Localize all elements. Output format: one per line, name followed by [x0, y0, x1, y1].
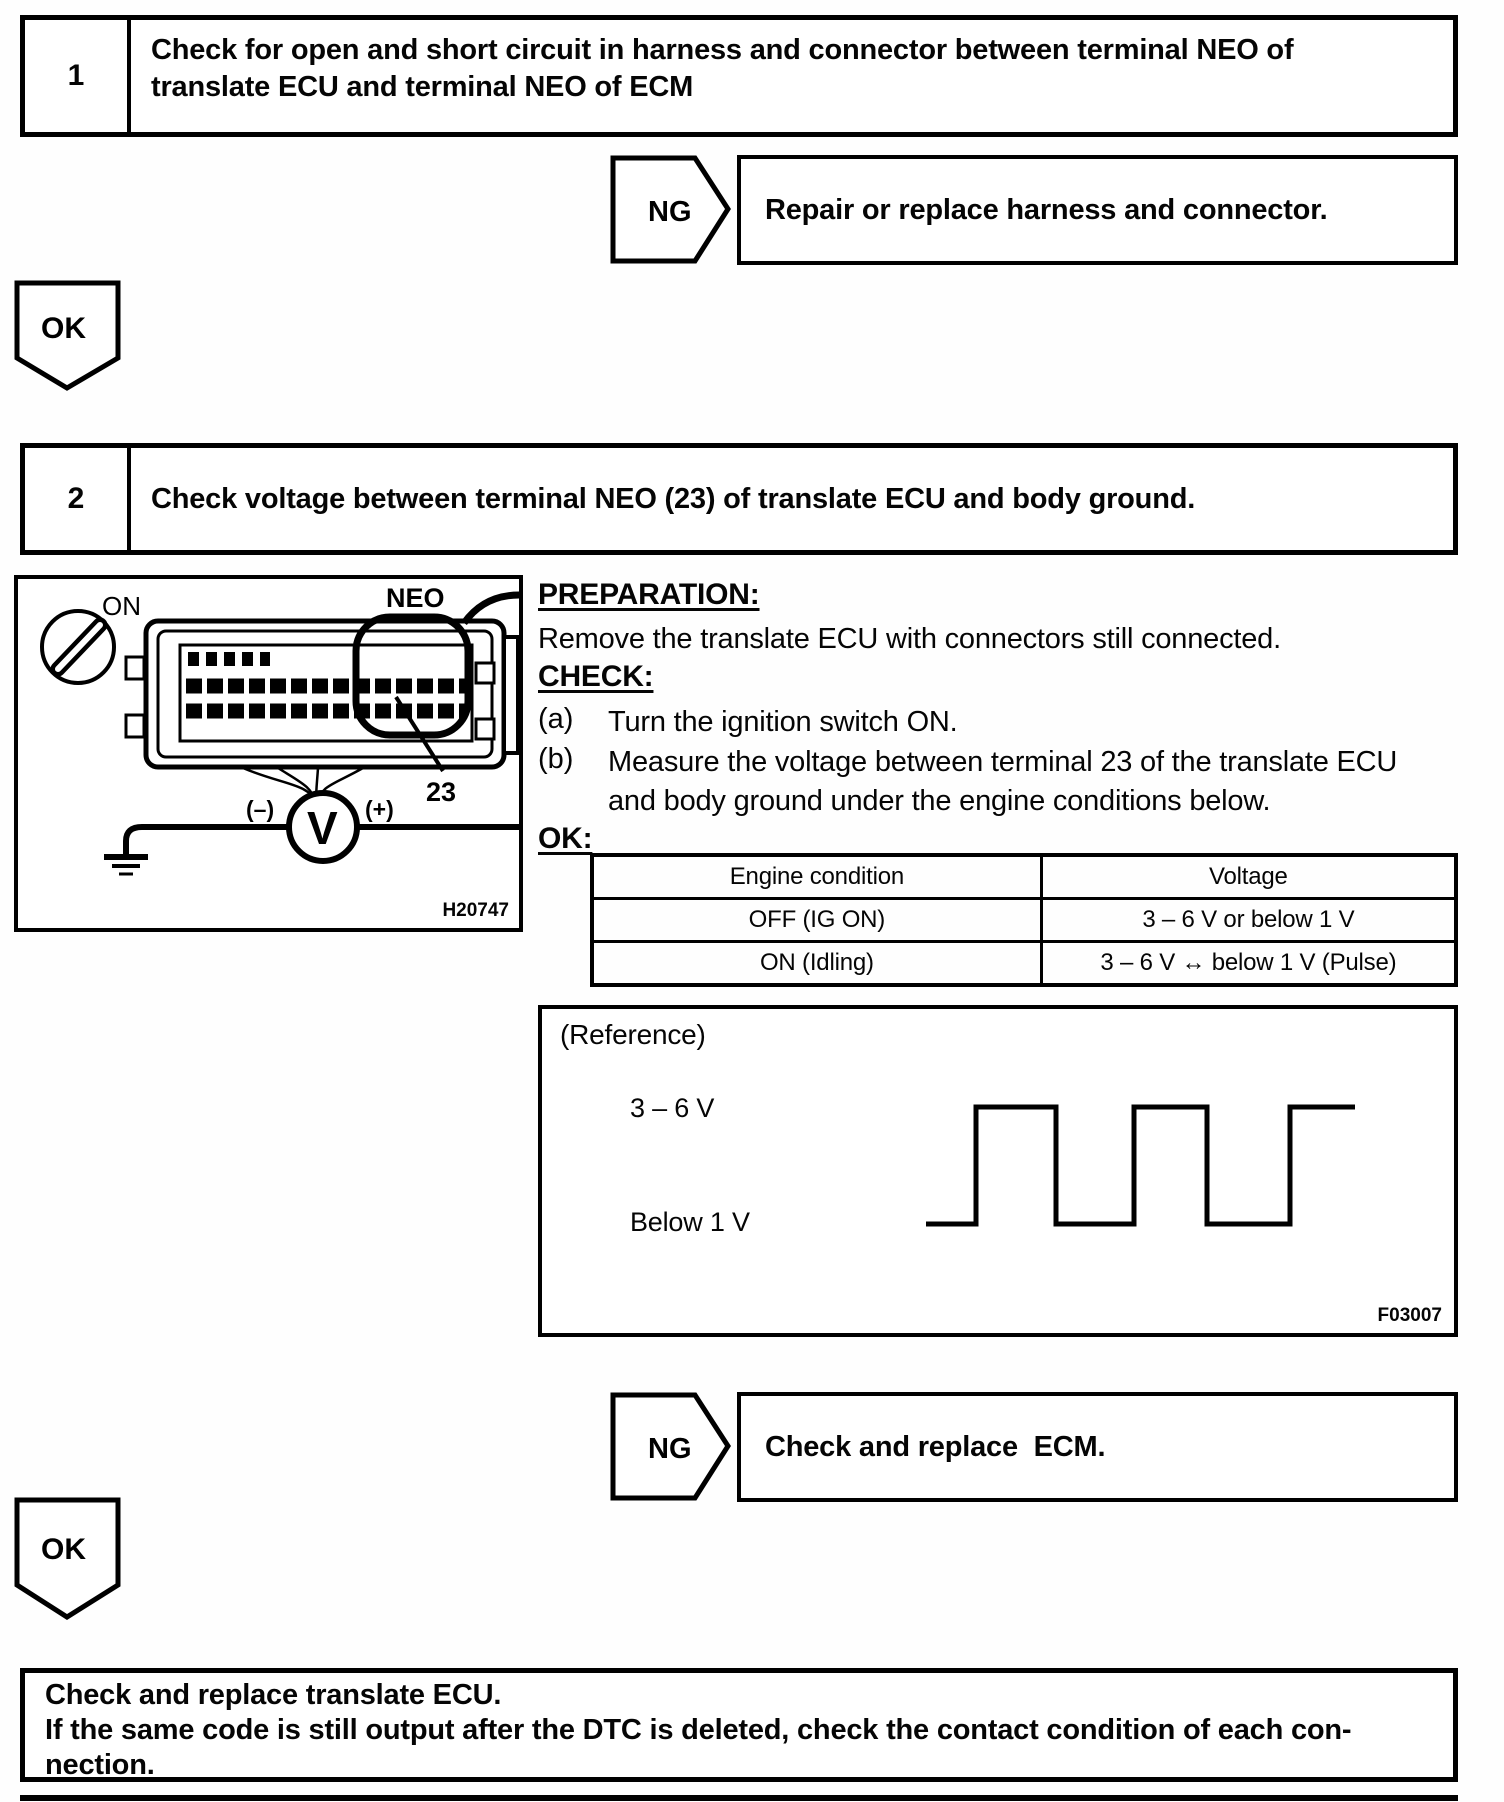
neo-label: NEO — [386, 583, 445, 613]
reference-label: (Reference) — [560, 1019, 706, 1050]
result-line-2: If the same code is still output after the DTC is deleted, check the contact condition of each con- — [45, 1714, 1352, 1746]
check-step-a — [538, 703, 1458, 742]
ok2-arrow — [14, 1497, 122, 1621]
reference-code: F03007 — [1377, 1305, 1442, 1326]
connector-illustration — [18, 579, 519, 928]
col-voltage: Voltage — [1041, 855, 1456, 899]
ng2-arrow — [610, 1392, 732, 1502]
check-step-b — [538, 743, 1458, 821]
voltmeter-symbol: V — [307, 802, 338, 854]
plus-probe-label: (+) — [365, 796, 394, 822]
cell-condition-2: ON (Idling) — [592, 942, 1041, 986]
ignition-key-icon — [42, 611, 114, 683]
waveform-low-label: Below 1 V — [630, 1207, 750, 1237]
ok-heading: OK: — [538, 822, 593, 855]
step1-box — [20, 15, 1458, 137]
cell-condition-1: OFF (IG ON) — [592, 899, 1041, 942]
minus-probe-label: (–) — [246, 796, 275, 822]
step2-number: 2 — [25, 448, 131, 550]
table-row — [592, 942, 1456, 986]
square-wave-path — [926, 1107, 1355, 1224]
voltage-table — [590, 853, 1458, 987]
col-engine-condition: Engine condition — [592, 855, 1041, 899]
step1-number: 1 — [25, 20, 131, 132]
page-bottom-rule — [20, 1795, 1458, 1801]
ground-icon — [104, 857, 148, 874]
ok1-arrow — [14, 280, 122, 392]
step2-title: Check voltage between terminal NEO (23) of translate ECU and body ground. — [151, 482, 1196, 515]
result-line-1: Check and replace translate ECU. — [45, 1679, 502, 1711]
cell-voltage-2: 3 – 6 V ↔ below 1 V (Pulse) — [1041, 942, 1456, 986]
step1-title: Check for open and short circuit in harness and connector between terminal NEO of translate ECU and terminal NEO of ECM — [151, 34, 1294, 103]
pulse-waveform — [542, 1009, 1454, 1333]
ok1-label: OK — [41, 312, 86, 345]
ng1-action-box: Repair or replace harness and connector. — [737, 155, 1458, 265]
ng1-label: NG — [648, 196, 692, 228]
figure-code: H20747 — [442, 900, 509, 921]
preparation-text: Remove the translate ECU with connectors still connected. — [538, 623, 1281, 655]
step-a-text: Turn the ignition switch ON. — [608, 706, 958, 738]
waveform-high-label: 3 – 6 V — [630, 1093, 715, 1123]
step-a-marker: (a) — [538, 703, 574, 735]
ng2-label: NG — [648, 1433, 692, 1465]
pin23-label: 23 — [426, 777, 457, 807]
ng2-action-box: Check and replace ECM. — [737, 1392, 1458, 1502]
ok2-label: OK — [41, 1533, 86, 1566]
ng1-arrow — [610, 155, 732, 265]
table-header-row — [592, 855, 1456, 899]
step-b-text: Measure the voltage between terminal 23 of the translate ECU and body ground under the engine conditions below. — [608, 746, 1398, 817]
step-b-marker: (b) — [538, 743, 574, 775]
result-line-3: nection. — [45, 1749, 155, 1781]
step2-box — [20, 443, 1458, 555]
figure-box — [14, 575, 523, 932]
preparation-heading: PREPARATION: — [538, 578, 760, 611]
ignition-on-label: ON — [102, 591, 141, 621]
final-result-box — [20, 1668, 1458, 1782]
reference-box — [538, 1005, 1458, 1337]
table-row — [592, 899, 1456, 942]
cell-voltage-1: 3 – 6 V or below 1 V — [1041, 899, 1456, 942]
check-heading: CHECK: — [538, 660, 654, 693]
